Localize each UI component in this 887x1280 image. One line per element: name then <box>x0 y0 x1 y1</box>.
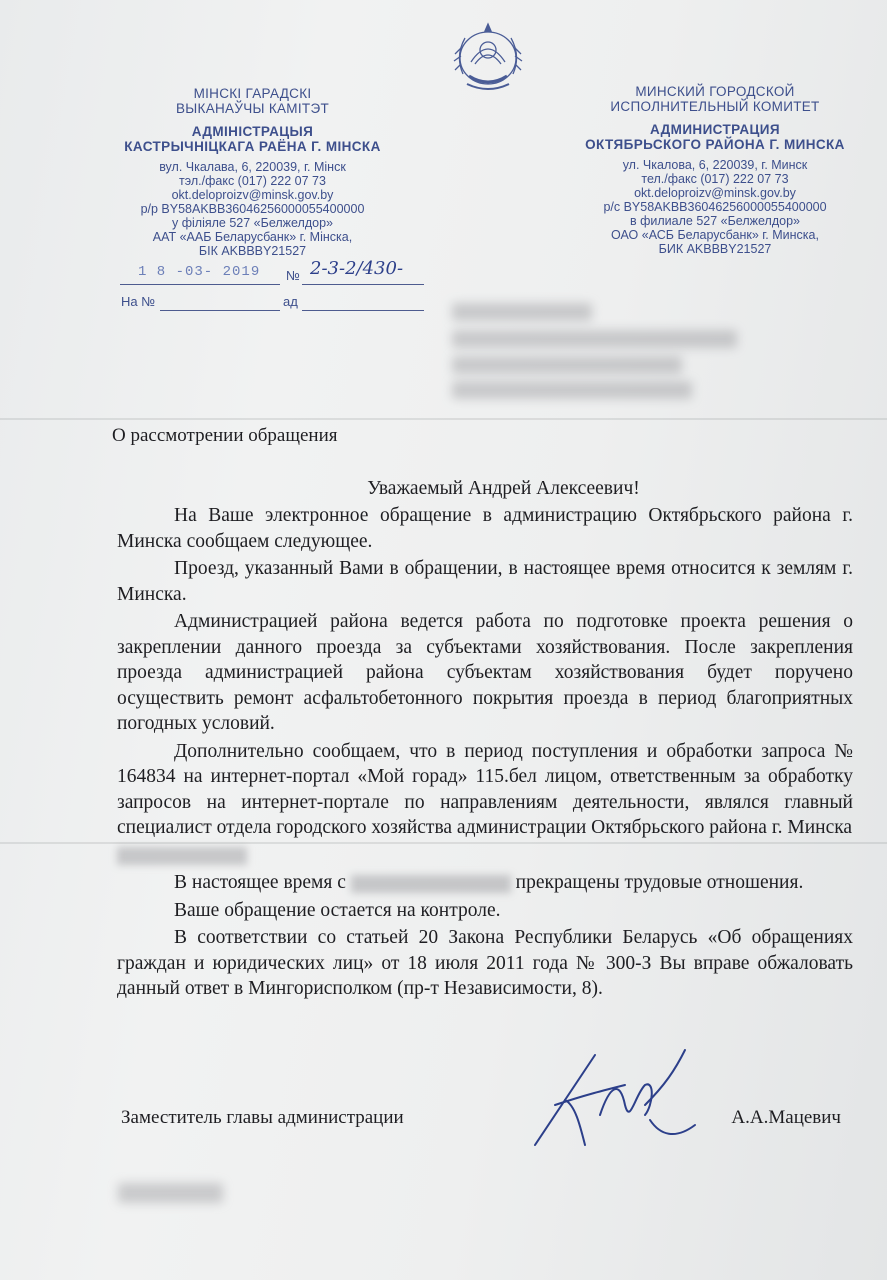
number-underline <box>302 284 424 285</box>
administration-name: АДМІНІСТРАЦЫЯ <box>191 124 314 139</box>
paper-crease <box>0 418 887 420</box>
paragraph: Администрацией района ведется работа по подготовке проекта решения о закреплении данного проезда за субъектами хозяйствования. После закрепления проезда администрацией района субъектам хозяйствования будет поручено осуществить ремонт асфальтобетонного покрытия проезда в период благоприятных погодных условий. <box>117 611 853 734</box>
bank-branch-line: у філіяле 527 «Белжелдор» <box>172 216 333 230</box>
reference-underline <box>160 310 280 311</box>
phone-line: тэл./факс (017) 222 07 73 <box>179 174 326 188</box>
paragraph: Проезд, указанный Вами в обращении, в настоящее время относится к землям г. Минска. <box>117 558 853 605</box>
letter-subject: О рассмотрении обращения <box>112 425 338 446</box>
handwritten-signature <box>525 1045 725 1155</box>
bic-line: БІК AKBBBY21527 <box>198 244 307 258</box>
paragraph <box>117 870 853 896</box>
bank-line: ОАО «АСБ Беларусбанк» г. Минска, <box>611 228 819 242</box>
org-name: ИСПОЛНИТЕЛЬНЫЙ КОМИТЕТ <box>610 99 820 114</box>
paragraph-start: В настоящее время с <box>174 872 346 893</box>
reference-date-underline <box>302 310 424 311</box>
number-label: № <box>286 268 300 283</box>
phone-line: тел./факс (017) 222 07 73 <box>641 172 789 186</box>
letter-greeting: Уважаемый Андрей Алексеевич! <box>367 478 640 499</box>
org-name: МІНСКІ ГАРАДСКІ <box>193 86 312 101</box>
paragraph: В соответствии со статьей 20 Закона Республики Беларусь «Об обращениях граждан и юридических лиц» от 18 июля 2011 года № 300-З Вы вправе обжаловать данный ответ в Мингорисполком (пр-т Независимости, 8). <box>117 927 853 999</box>
letter-body <box>117 503 853 1002</box>
administration-name: ОКТЯБРЬСКОГО РАЙОНА Г. МИНСКА <box>585 137 845 152</box>
bank-branch-line: в филиале 527 «Белжелдор» <box>630 214 800 228</box>
signer-name: А.А.Мацевич <box>731 1107 841 1128</box>
administration-name: АДМИНИСТРАЦИЯ <box>650 122 780 137</box>
email-line: okt.deloproizv@minsk.gov.by <box>171 188 334 202</box>
paragraph: Ваше обращение остается на контроле. <box>174 899 501 921</box>
date-stamp: 1 8 -03- 2019 <box>138 264 261 280</box>
paragraph: Дополнительно сообщаем, что в период поступления и обработки запроса № 164834 на интернет-портал «Мой горад» 115.бел лицом, ответственным за обработку запросов на интернет-портале по направлениям деятельности, являлся главный специалист отдела городского хозяйства администрации Октябрьского района г. Минска <box>117 740 853 838</box>
bic-line: БИК AKBBBY21527 <box>658 242 772 256</box>
reference-label: На № <box>121 294 156 309</box>
letterhead-right <box>555 84 875 256</box>
org-name: ВЫКАНАЎЧЫ КАМІТЭТ <box>175 101 329 116</box>
redacted-recipient <box>452 303 592 321</box>
registration-number: 2-3-2/430- <box>310 258 404 279</box>
date-underline <box>120 284 280 285</box>
reference-from-label: ад <box>283 294 298 309</box>
account-line: р/с BY58AKBB36046256000055400000 <box>603 200 827 214</box>
paragraph-end: прекращены трудовые отношения. <box>515 872 804 893</box>
email-line: okt.deloproizv@minsk.gov.by <box>634 186 796 200</box>
redacted-executor <box>118 1183 223 1203</box>
coat-of-arms-icon <box>447 18 529 96</box>
org-name: МИНСКИЙ ГОРОДСКОЙ <box>635 84 795 99</box>
letterhead-left <box>100 86 405 258</box>
address-line: ул. Чкалова, 6, 220039, г. Минск <box>622 158 808 172</box>
account-line: р/р BY58AKBB36046256000055400000 <box>140 202 365 216</box>
redacted-recipient <box>452 356 682 374</box>
paragraph: На Ваше электронное обращение в администрацию Октябрьского района г. Минска сообщаем следующее. <box>117 505 853 552</box>
redacted-recipient <box>452 381 692 399</box>
address-line: вул. Чкалава, 6, 220039, г. Мінск <box>159 160 346 174</box>
redacted-name <box>351 875 511 893</box>
bank-line: ААТ «ААБ Беларусбанк» г. Мінска, <box>152 230 353 244</box>
redacted-name <box>117 847 247 865</box>
redacted-recipient <box>452 330 737 348</box>
administration-name: КАСТРЫЧНІЦКАГА РАЁНА Г. МІНСКА <box>124 139 381 154</box>
signer-title: Заместитель главы администрации <box>121 1107 404 1128</box>
redacted-line <box>117 843 853 869</box>
